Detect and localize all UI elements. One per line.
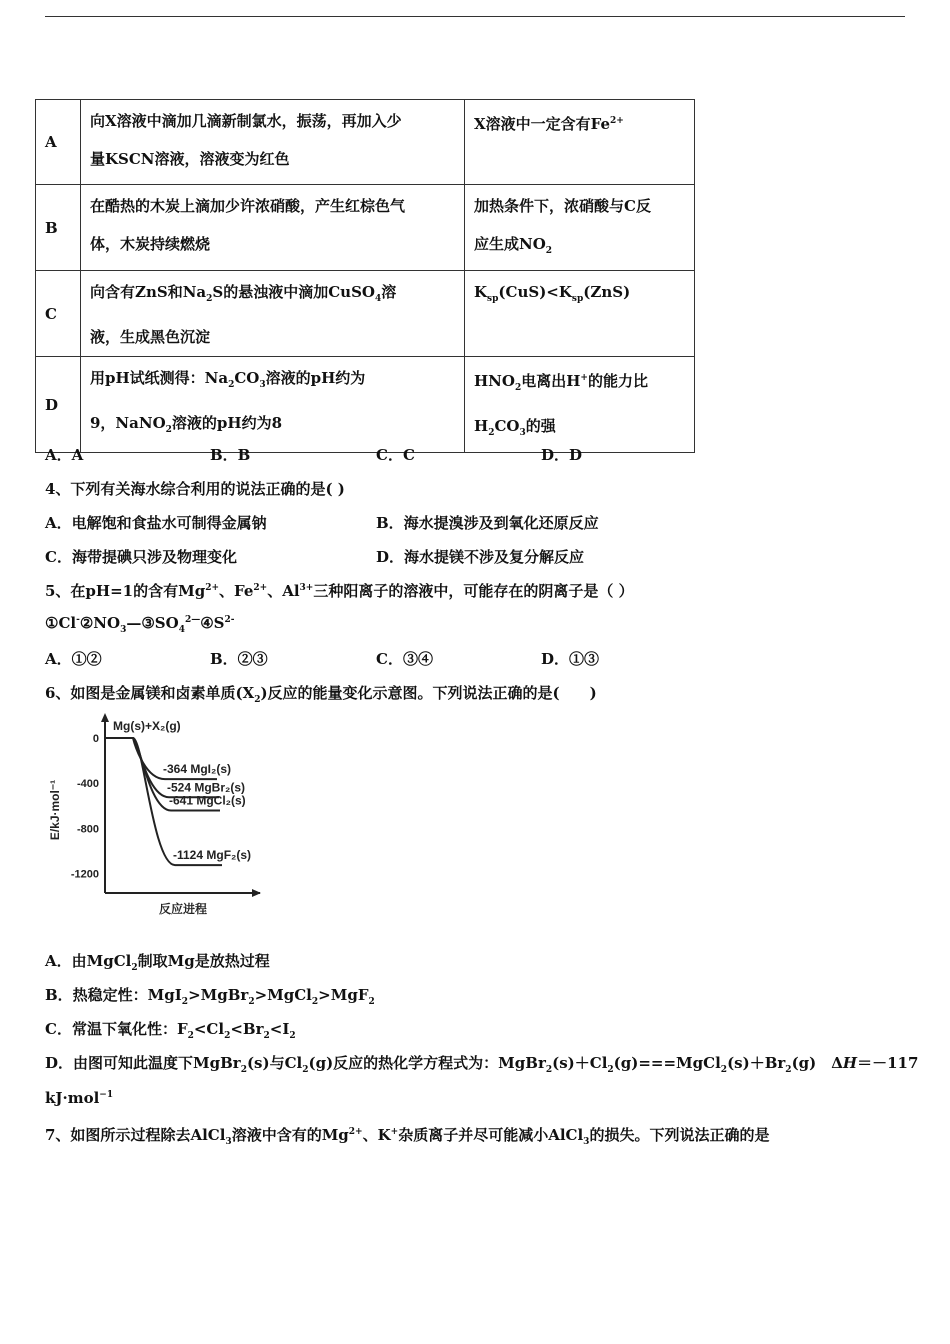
x-axis-label: 反应进程: [158, 902, 208, 916]
q5-option-d: D．①③: [541, 650, 600, 668]
row-label: D: [36, 357, 81, 453]
q3-option-b: B．B: [210, 446, 251, 464]
q4-option-a: A．电解饱和食盐水可制得金属钠: [45, 514, 267, 532]
q6-option-d-unit: kJ·mol$^{-1}$: [45, 1089, 114, 1107]
q5-option-b: B．②③: [210, 650, 268, 668]
row-label: C: [36, 271, 81, 357]
header-rule: [45, 16, 905, 17]
operation-cell: 向X溶液中滴加几滴新制氯水，振荡，再加入少 量KSCN溶液，溶液变为红色: [81, 100, 465, 185]
q4-stem: 4、下列有关海水综合利用的说法正确的是( ): [45, 480, 345, 498]
q3-option-a: A．A: [45, 446, 84, 464]
q6-option-b: B．热稳定性：MgI$_2$>MgBr$_2$>MgCl$_2$>MgF$_2$: [45, 986, 375, 1007]
q6-option-a: A．由MgCl$_2$制取Mg是放热过程: [45, 952, 270, 973]
q5-anions: $①Cl^-②NO_3—③SO_4^{2—}④S^{2-}$: [45, 614, 235, 635]
q3-option-c: C．C: [376, 446, 415, 464]
q6-option-c: C．常温下氧化性：$F_2<Cl_2<Br_2<I_2$: [45, 1020, 296, 1041]
q4-option-c: C．海带提碘只涉及物理变化: [45, 548, 237, 566]
q5-option-a: A．①②: [45, 650, 102, 668]
q4-option-b: B．海水提溴涉及到氧化还原反应: [376, 514, 599, 532]
y-axis-label: E/kJ·mol⁻¹: [48, 779, 62, 841]
series-label: -524 MgBr₂(s): [167, 780, 246, 795]
q5-option-c: C．③④: [376, 650, 433, 668]
conclusion-cell: $K_{sp}(CuS)<K_{sp}(ZnS)$: [465, 271, 695, 357]
experiment-table: [35, 99, 695, 453]
y-tick-label: -1200: [70, 868, 99, 881]
y-tick-label: 0: [92, 733, 99, 745]
q4-option-d: D．海水提镁不涉及复分解反应: [376, 548, 585, 566]
start-label: Mg(s)+X₂(g): [113, 719, 181, 733]
table-row: [36, 185, 695, 271]
series-label: -1124 MgF₂(s): [173, 848, 252, 863]
series-label: -364 MgI₂(s): [163, 762, 232, 777]
y-tick-label: -800: [76, 823, 99, 836]
q3-option-d: D．D: [541, 446, 583, 464]
conclusion-cell: X溶液中一定含有$Fe^{2+}$: [465, 100, 695, 185]
x-axis-arrow: [252, 889, 261, 897]
row-label: A: [36, 100, 81, 185]
table-row: [36, 100, 695, 185]
y-tick-label: -400: [76, 778, 99, 791]
operation-cell: 用pH试纸测得：$Na_2CO_3$溶液的pH约为 9，NaNO$_2$溶液的pH约为8: [81, 357, 465, 453]
row-label: B: [36, 185, 81, 271]
q6-stem: 6、如图是金属镁和卤素单质$(X_2)$反应的能量变化示意图。下列说法正确的是( ): [45, 684, 597, 705]
y-axis-arrow: [101, 713, 109, 722]
q6-option-d: D．由图可知此温度下MgBr$_2$(s)与$Cl_2(g)$反应的热化学方程式为：$MgBr_2(s)+Cl_2(g)===MgCl_2(s)+Br_2(g)$ ΔH＝－117: [45, 1054, 919, 1075]
table-row: [36, 271, 695, 357]
table-row: [36, 357, 695, 453]
q7-stem: 7、如图所示过程除去AlCl$_3$溶液中含有的$Mg^{2+}$、K+杂质离子并尽可能减小AlCl$_3$的损失。下列说法正确的是: [45, 1126, 770, 1147]
energy-diagram: [45, 710, 285, 920]
conclusion-cell: 加热条件下，浓硝酸与C反 应生成$NO_2$: [465, 185, 695, 271]
conclusion-cell: $HNO_2$电离出H+的能力比 $H_2CO_3$的强: [465, 357, 695, 453]
q5-stem: 5、在pH=1的含有$Mg^{2+}$、$Fe^{2+}$、$Al^{3+}$三种阳离子的溶液中，可能存在的阴离子是（ ）: [45, 582, 634, 600]
series-label: -641 MgCl₂(s): [169, 793, 246, 808]
operation-cell: 向含有ZnS和$Na_2S$的悬浊液中滴加CuSO$_4$溶 液，生成黑色沉淀: [81, 271, 465, 357]
operation-cell: 在酷热的木炭上滴加少许浓硝酸，产生红棕色气 体，木炭持续燃烧: [81, 185, 465, 271]
